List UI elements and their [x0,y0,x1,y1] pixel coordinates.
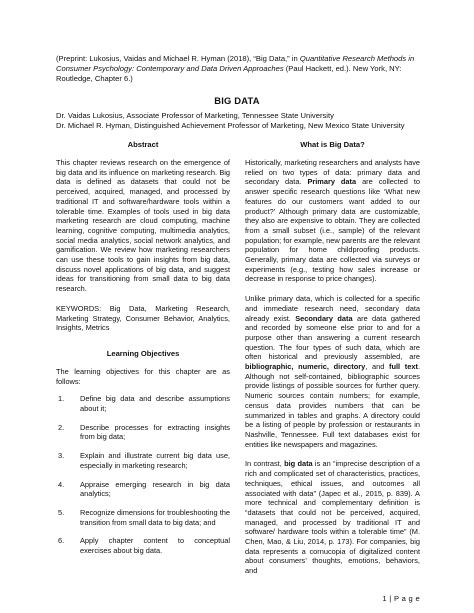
keywords: KEYWORDS: Big Data, Marketing Research, Marketing Strategy, Consumer Behavior, Analytics, Insights, Metrics [56,303,230,333]
list-item-number: 1. [58,394,65,404]
list-item-text: Explain and illustrate current big data use, especially in marketing research; [80,451,230,470]
list-item-number: 6. [58,536,65,546]
text-run: Historically, marketing researchers and analysts have relied on two types of data: primary data and secondary data. [245,158,420,187]
text-run: is an “imprecise description of a rich and complicated set of characteristics, practices, techniques, ethical issues, and outcomes all associated with data” (Japec et al., 2015, p. 839). A more technical and complementary definition is “datasets that could not be perceived, acquired, managed, and processed by traditional IT and software/ hardware tools within a tolerable time” (M. Chen, Mao, & Liu, 2014, p. 173). For companies, big data represents a cornucopia of digitalized content about consumers’ thoughts, emotions, behaviors, and [245,459,420,576]
section-heading: What is Big Data? [300,140,365,149]
page-title: BIG DATA [214,95,260,106]
list-item-text: Describe processes for extracting insights from big data; [80,422,230,442]
term-primary-data: Primary data [307,177,357,187]
term-full-text: full text [389,362,418,372]
list-item-number: 5. [58,507,65,517]
list-item [56,423,230,442]
list-item-number: 4. [58,479,65,489]
list-item-number: 3. [58,451,65,461]
list-item [56,480,230,499]
term-secondary-data: Secondary data [295,313,353,323]
list-item [56,451,230,470]
list-item-text: Appraise emerging research in big data analytics; [80,479,230,499]
objectives-list [56,394,230,555]
list-item [56,508,230,527]
page-number: 1 | P a g e [382,594,420,603]
text-run: are collected to answer specific research questions like ‘What new features do our customers want added to our product?’ Although primary data are customizable, they also are expensive to obtain. They are collected from a small subset (i.e., sample) of the relevant population; for example, new parents are the relevant population for home childproofing products. Generally, primary data are collected via surveys or experiments (e.g., testing how sales increase or decrease in response to price changes). [245,177,420,284]
text-run: Unlike primary data, which is collected for a specific and immediate research need, secondary data already exist. [245,294,420,323]
paragraph-big-data [245,459,420,575]
preprint-lead: (Preprint: Lukosius, Vaidas and Michael R. Hyman (2018), “Big Data,” in [56,54,300,63]
paragraph-primary-data [245,158,420,284]
text-run: are data gathered and recorded by someone else prior to and for a purpose other than answering a current research question. The four types of such data, which are often historical and previously assembled, are [245,313,420,362]
abstract-heading: Abstract [127,140,159,149]
author-list [56,111,436,132]
book-title: Quantitative Research Methods in Consumer Psychology: Contemporary and Data Driven Approaches [56,54,415,74]
term-data-types: bibliographic, numeric, directory [245,362,366,372]
abstract-body: This chapter reviews research on the emergence of big data and its influence on marketing research. Big data is defined as datasets that could not be perceived, acquired, managed, and processed by traditional IT and software/hardware tools within a tolerable time. Examples of tools used in big data marketing research are cloud computing, machine learning, cognitive computing, multimedia analytics, social media analytics, social network analytics, and gamification. We review how marketing researchers can use these tools to gain insights from big data, discuss novel applications of big data, and suggest ideas for transitioning from small data to big data research. [56,158,230,294]
preprint-tail: (Paul Hackett, ed.). New York, NY: Routledge, Chapter 6.) [56,64,402,84]
list-item-number: 2. [58,422,65,432]
objectives-intro: The learning objectives for this chapter are as follows: [56,366,230,386]
list-item-text: Define big data and describe assumptions about it; [80,394,230,414]
preprint-citation [56,54,428,85]
right-column [245,140,420,586]
list-item-text: Apply chapter content to conceptual exercises about big data. [80,536,230,556]
author-line: Dr. Vaidas Lukosius, Associate Professor of Marketing, Tennessee State University [56,111,334,120]
paragraph-secondary-data [245,294,420,449]
text-run: In contrast, [245,459,285,469]
list-item [56,536,230,555]
author-line: Dr. Michael R. Hyman, Distinguished Achievement Professor of Marketing, New Mexico State University [56,121,405,131]
list-item [56,394,230,413]
list-item-text: Recognize dimensions for troubleshooting the transition from small data to big data; and [80,507,230,527]
text-run: . Although not self-contained, bibliographic sources provide listings of possible sources for further query. Numeric sources contain numbers; for example, census data provides numbers that can be summarized in tables and graphs. A directory could be a listing of people by profession or restaurants in Nashville, Tennessee. Full text databases exist for entities like newspapers and magazines. [245,362,421,449]
text-run: , and [365,362,390,372]
left-column [56,140,230,565]
objectives-heading: Learning Objectives [106,348,180,358]
term-big-data: big data [284,459,313,469]
